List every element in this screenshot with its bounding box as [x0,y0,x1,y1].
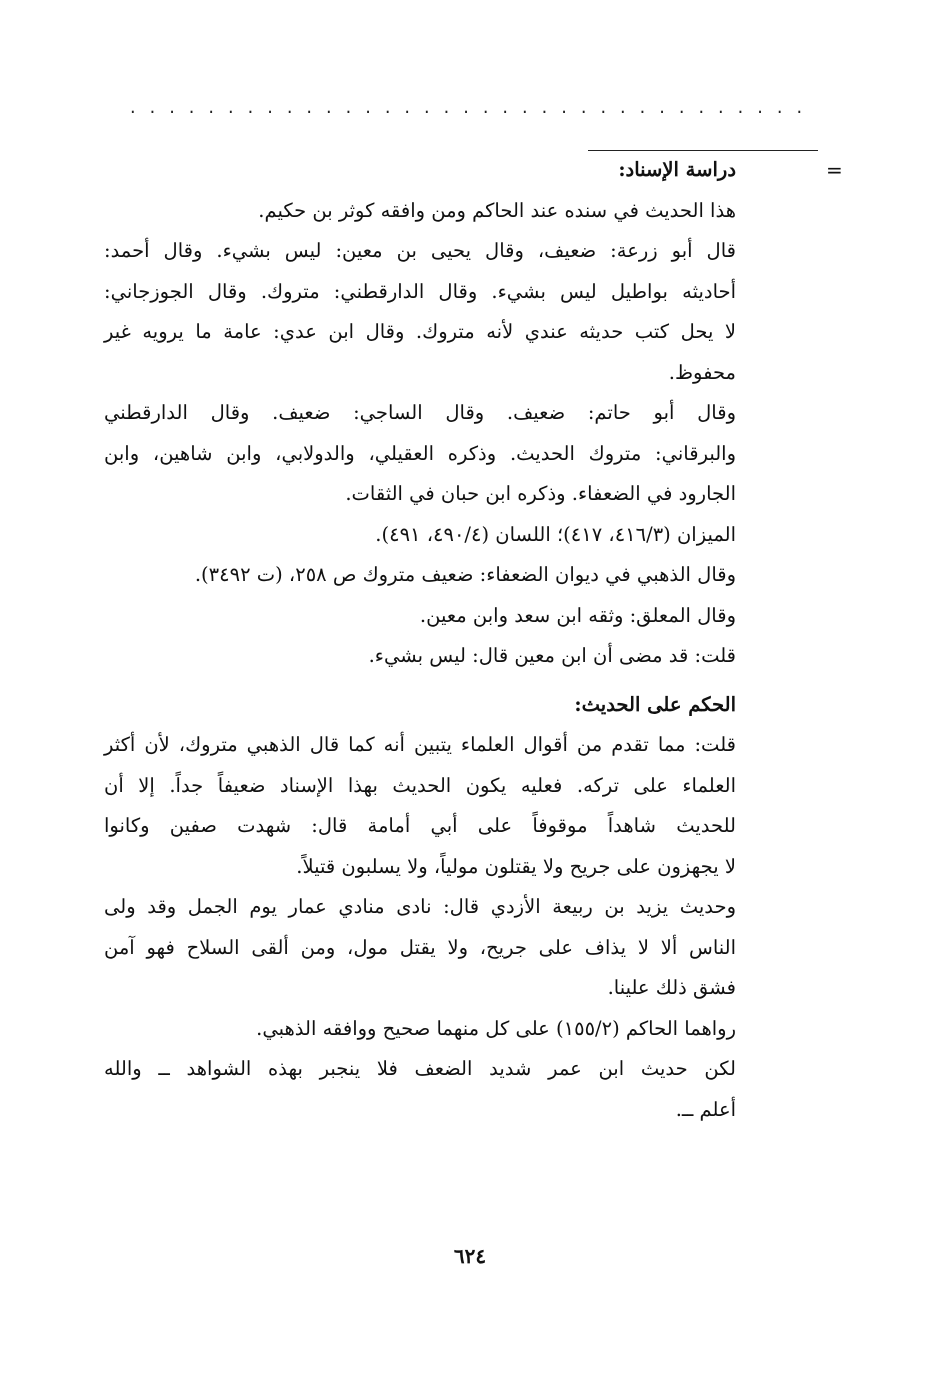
body-line: أعلم ــ. [675,1097,736,1121]
body-line: لا يحل كتب حديثه عندي لأنه متروك. وقال ابن عدي: عامة ما يرويه غير [104,320,736,343]
body-line: قال أبو زرعة: ضعيف، وقال يحيى بن معين: ليس بشيء. وقال أحمد: [104,239,736,262]
body-line: وقال الذهبي في ديوان الضعفاء: ضعيف متروك ص ٢٥٨، (ت ٣٤٩٢). [194,563,736,586]
body-line: الميزان (٤١٦/٣، ٤١٧)؛ اللسان (٤٩٠/٤، ٤٩١). [375,522,736,546]
body-line: محفوظ. [668,360,736,384]
body-line: فشق ذلك علينا. [607,976,736,999]
margin-mark: = [826,158,843,182]
body-line: والبرقاني: متروك الحديث. وذكره العقيلي، والدولابي، وابن شاهين، وابن [104,441,736,465]
body-line: قلت: قد مضى أن ابن معين قال: ليس بشيء. [368,644,736,667]
body-line: رواهما الحاكم (١٥٥/٢) على كل منهما صحيح ووافقه الذهبي. [256,1016,736,1040]
section-gap [104,677,736,685]
body-line: أحاديثه بواطيل ليس بشيء. وقال الدارقطني: متروك. وقال الجوزجاني: [104,279,736,303]
body-line: العلماء على تركه. فعليه يكون الحديث بهذا الإسناد ضعيفاً جداً. إلا أن [104,773,736,797]
page-body [104,150,736,1130]
section-heading-isnad: دراسة الإسناد: [618,158,736,181]
body-line: لا يجهزون على جريح ولا يقتلون مولياً، ولا يسلبون قتيلاً. [296,854,736,878]
body-line: لكن حديث ابن عمر شديد الضعف فلا ينجبر بهذه الشواهد ــ والله [104,1057,736,1080]
body-line: قلت: مما تقدم من أقوال العلماء يتبين أنه كما قال الذهبي متروك، لأن أكثر [104,733,736,756]
section-heading-ruling: الحكم على الحديث: [574,692,736,716]
body-line: وقال المعلق: وثقه ابن سعد وابن معين. [419,603,736,627]
body-line: الناس ألا لا يذاف على جريح، ولا يقتل مول، ومن ألقى السلاح فهو آمن [104,935,736,959]
page-number: ٦٢٤ [453,1244,487,1268]
body-line: وقال أبو حاتم: ضعيف. وقال الساجي: ضعيف. وقال الدارقطني [104,401,736,424]
body-line: الجارود في الضعفاء. وذكره ابن حبان في الثقات. [345,482,736,505]
body-line: للحديث شاهداً موقوفاً على أبي أمامة قال: شهدت صفين وكانوا [104,814,736,837]
top-dotted-line: ................................... [128,100,815,118]
body-line: هذا الحديث في سنده عند الحاكم ومن وافقه كوثر بن حكيم. [258,198,736,222]
body-line: وحديث يزيد بن ربيعة الأزدي قال: نادى منادي عمار يوم الجمل وقد ولى [104,895,736,918]
